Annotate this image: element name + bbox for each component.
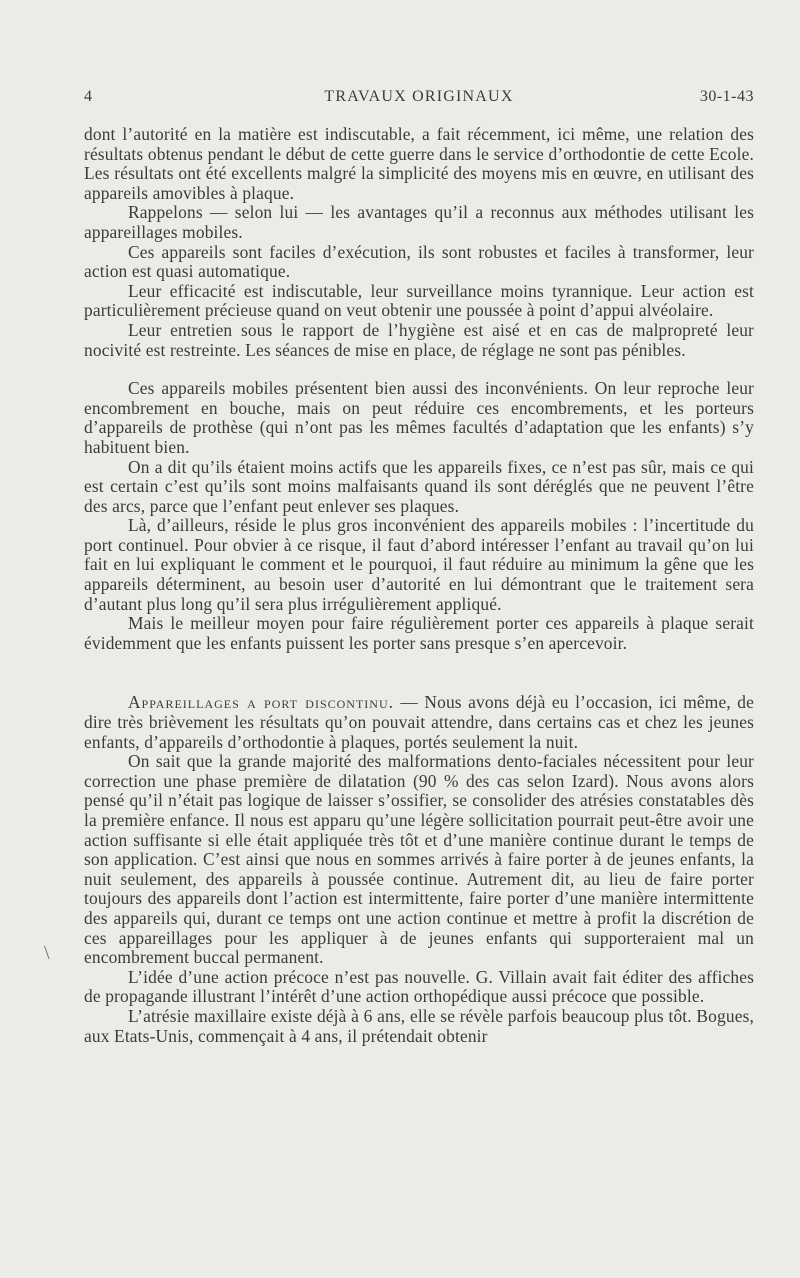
paragraph: Ces appareils sont faciles d’exécution, ils sont robustes et faciles à transformer, leur action est quasi automatique. xyxy=(84,241,754,282)
page-number: 4 xyxy=(84,88,93,105)
margin-pencil-mark: \ xyxy=(44,942,50,964)
section-paragraph xyxy=(84,693,754,752)
section-heading: Appareillages a port discontinu. xyxy=(128,692,394,713)
section-lead-text: Nous avons déjà eu l’occasion, ici même, de dire très brièvement les résultats qu’on pouvait attendre, dans certains cas et chez les jeunes enfants, d’appareils d’orthodontie à plaques, portés seulement la nuit. xyxy=(84,692,754,752)
paragraph: On a dit qu’ils étaient moins actifs que les appareils fixes, ce n’est pas sûr, mais ce qui est certain c’est qu’ils sont moins malfaisants quand ils sont déréglés que ne peuvent l’être des arcs, parce que l’enfant peut enlever ses plaques. xyxy=(84,456,754,516)
issue-date: 30-1-43 xyxy=(699,88,754,105)
paragraph: Leur efficacité est indiscutable, leur surveillance moins tyrannique. Leur action est particulièrement précieuse quand on veut obtenir une poussée à point d’appui alvéolaire. xyxy=(84,280,754,321)
paragraph: L’atrésie maxillaire existe déjà à 6 ans, elle se révèle parfois beaucoup plus tôt. Bogues, aux Etats-Unis, commençait à 4 ans, il prétendait obtenir xyxy=(84,1005,754,1046)
paragraph: On sait que la grande majorité des malformations dento-faciales nécessitent pour leur correction une phase première de dilatation (90 % des cas selon Izard). Nous avons alors pensé qu’il n’était pas logique de laisser s’ossifier, se consolider des atrésies constatables dès la première enfance. Il nous est apparu qu’une légère sollicitation pourrait peut-être avoir une action suffisante si elle était appliquée très tôt et d’une manière continue durant le temps de son application. C’est ainsi que nous en sommes arrivés à faire porter à de jeunes enfants, la nuit seulement, des appareils à poussée continue. Autrement dit, au lieu de faire porter toujours des appareils dont l’action est intermittente, faire porter d’une manière intermittente des appareils qui, durant ce temps ont une action continue et mettre à profit la discrétion de ces appareillages pour les appliquer à de jeunes enfants qui supporteraient mal un encombrement buccal permanent. xyxy=(84,751,754,968)
paragraph: Là, d’ailleurs, réside le plus gros inconvénient des appareils mobiles : l’incertitude du port continuel. Pour obvier à ce risque, il faut d’abord intéresser l’enfant au travail qu’on lui fait en lui expliquant le comment et le pourquoi, il faut réduire au minimum la gêne que les appareils déterminent, au besoin user d’autorité en lui démontrant que le traitement sera d’autant plus long qu’il sera plus irrégulièrement appliqué. xyxy=(84,515,754,614)
paragraph: Leur entretien sous le rapport de l’hygiène est aisé et en cas de malpropreté leur nocivité est restreinte. Les séances de mise en place, de réglage ne sont pas pénibles. xyxy=(84,319,754,360)
paragraph: Ces appareils mobiles présentent bien aussi des inconvénients. On leur reproche leur encombrement en bouche, mais on peut réduire ces encombrements, et les porteurs d’appareils de prothèse (qui n’ont pas les mêmes facultés d’adaptation que les enfants) s’y habituent bien. xyxy=(84,378,754,457)
section-dash: — xyxy=(393,692,425,713)
paragraph: Rappelons — selon lui — les avantages qu’il a reconnus aux méthodes utilisant les appareillages mobiles. xyxy=(84,202,754,242)
running-title: TRAVAUX ORIGINAUX xyxy=(324,88,514,105)
article-body xyxy=(84,125,754,1046)
running-header xyxy=(84,88,754,110)
paragraph: dont l’autorité en la matière est indiscutable, a fait récemment, ici même, une relation des résultats obtenus pendant le début de cette guerre dans le service d’orthodontie de cette Ecole. Les résultats ont été excellents malgré la simplicité des moyens mis en œuvre, en utilisant des appareils amovibles à plaque. xyxy=(84,124,754,203)
paragraph: Mais le meilleur moyen pour faire régulièrement porter ces appareils à plaque serait évidemment que les enfants puissent les porter sans presque s’en apercevoir. xyxy=(84,613,754,653)
paragraph: L’idée d’une action précoce n’est pas nouvelle. G. Villain avait fait éditer des affiches de propagande illustrant l’intérêt d’une action orthopédique aussi précoce que possible. xyxy=(84,966,754,1007)
